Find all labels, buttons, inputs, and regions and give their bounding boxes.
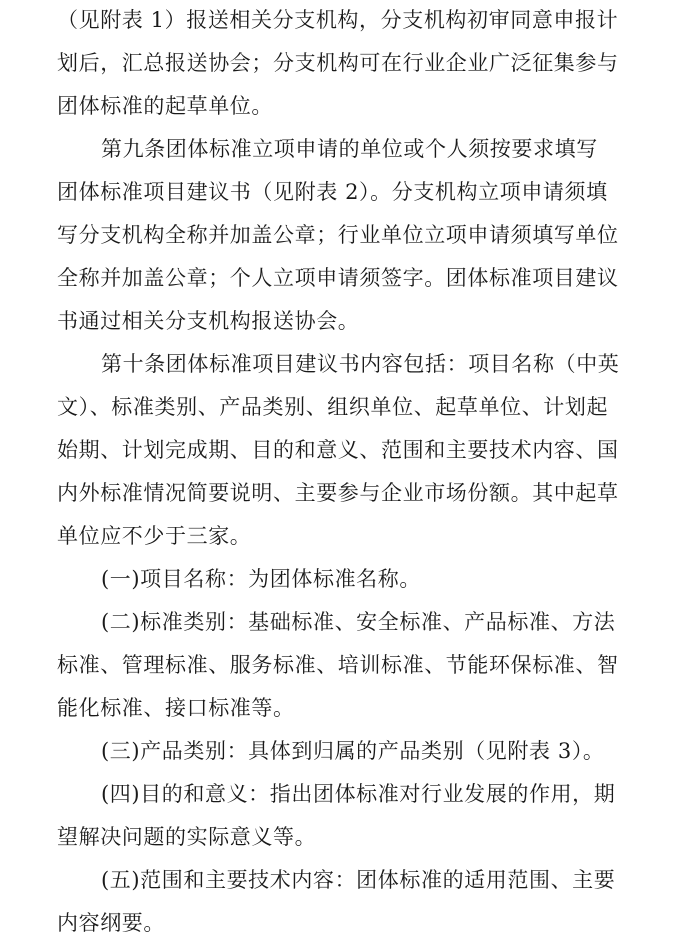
paragraph-2-line-4: 单位应不少于三家。	[57, 524, 252, 548]
paragraph-2-line-0: 第十条团体标准项目建议书内容包括：项目名称（中英	[101, 352, 620, 376]
paragraph-0-line-0: （见附表 1）报送相关分支机构，分支机构初审同意申报计	[57, 8, 619, 32]
paragraph-1-line-3: 全称并加盖公章；个人立项申请须签字。团体标准项目建议	[57, 266, 619, 290]
paragraph-7-line-1: 内容纲要。	[57, 911, 165, 935]
paragraph-4-line-0: (二)标准类别：基础标准、安全标准、产品标准、方法	[101, 610, 616, 634]
paragraph-0-line-2: 团体标准的起草单位。	[57, 94, 273, 118]
paragraph-2-line-3: 内外标准情况简要说明、主要参与企业市场份额。其中起草	[57, 481, 619, 505]
paragraph-5-line-0: (三)产品类别：具体到归属的产品类别（见附表 3）。	[101, 739, 605, 763]
paragraph-1-line-1: 团体标准项目建议书（见附表 2）。分支机构立项申请须填	[57, 180, 608, 204]
paragraph-4-line-1: 标准、管理标准、服务标准、培训标准、节能环保标准、智	[57, 653, 619, 677]
paragraph-1-line-4: 书通过相关分支机构报送协会。	[57, 309, 360, 333]
paragraph-6-line-1: 望解决问题的实际意义等。	[57, 825, 317, 849]
paragraph-4-line-2: 能化标准、接口标准等。	[57, 696, 295, 720]
paragraph-6-line-0: (四)目的和意义：指出团体标准对行业发展的作用，期	[101, 782, 616, 806]
paragraph-1-line-2: 写分支机构全称并加盖公章；行业单位立项申请须填写单位	[57, 223, 619, 247]
paragraph-1-line-0: 第九条团体标准立项申请的单位或个人须按要求填写	[101, 137, 598, 161]
paragraph-2-line-1: 文）、标准类别、产品类别、组织单位、起草单位、计划起	[57, 395, 609, 419]
paragraph-3-line-0: (一)项目名称：为团体标准名称。	[101, 567, 421, 591]
paragraph-0-line-1: 划后，汇总报送协会；分支机构可在行业企业广泛征集参与	[57, 51, 619, 75]
paragraph-7-line-0: (五)范围和主要技术内容：团体标准的适用范围、主要	[101, 868, 616, 892]
paragraph-2-line-2: 始期、计划完成期、目的和意义、范围和主要技术内容、国	[57, 438, 619, 462]
